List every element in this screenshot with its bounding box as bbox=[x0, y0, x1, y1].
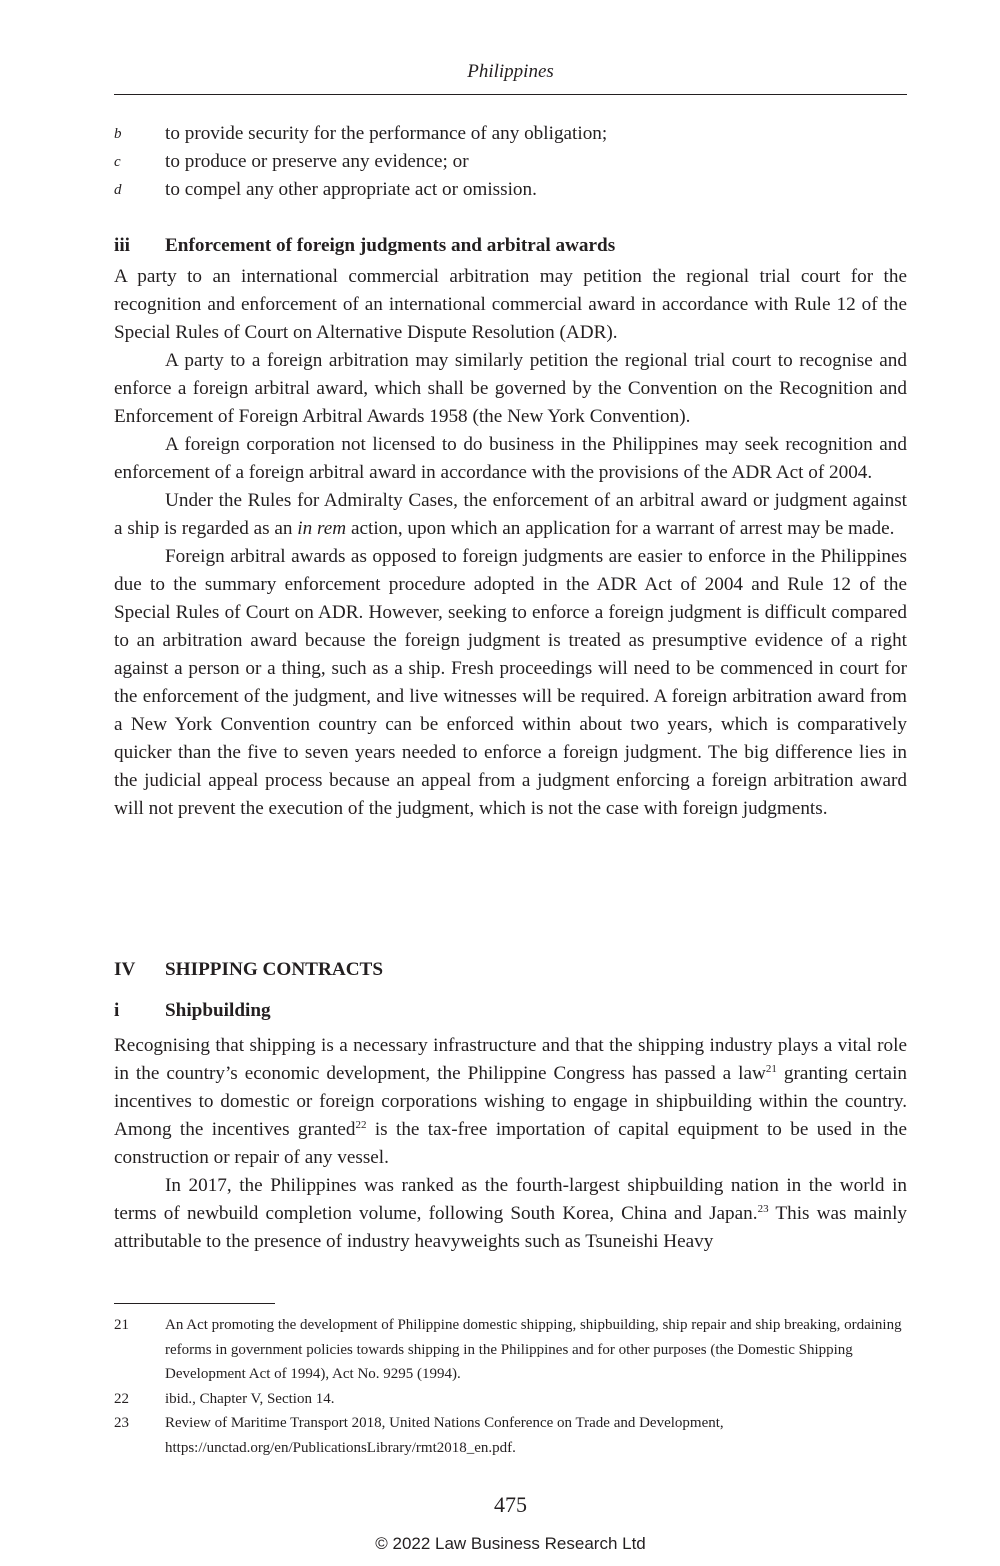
list-item-text: to compel any other appropriate act or omission. bbox=[165, 179, 537, 200]
footnote-separator bbox=[114, 1303, 275, 1304]
footnote-text: Review of Maritime Transport 2018, United Nations Conference on Trade and Development, https://unctad.org/en/PublicationsLibrary/rmt2018_en.pdf. bbox=[165, 1415, 724, 1456]
section-iv-heading bbox=[114, 956, 907, 984]
paragraph-text: action, upon which an application for a warrant of arrest may be made. bbox=[346, 518, 895, 539]
running-header: Philippines bbox=[467, 61, 554, 82]
list-item bbox=[114, 120, 907, 148]
footnote-number: 23 bbox=[114, 1415, 129, 1431]
subsection-shipbuilding bbox=[114, 997, 907, 1256]
list-item-label: d bbox=[114, 182, 122, 198]
section-iii bbox=[114, 232, 907, 823]
footnote bbox=[114, 1313, 907, 1387]
section-title: SHIPPING CONTRACTS bbox=[165, 959, 384, 980]
obligation-list bbox=[114, 120, 907, 204]
paragraph: A party to an international commercial arbitration may petition the regional trial court for the recognition and enforcement of an international commercial award in accordance with Rule 12 of the Special Rules of Court on Alternative Dispute Resolution (ADR). bbox=[114, 266, 907, 343]
paragraph-text: granting certain incentives to domestic or foreign corporations wishing to engage in shipbuilding within the country. Among the incentives granted bbox=[114, 1063, 907, 1140]
section-number: iii bbox=[114, 235, 130, 256]
list-item bbox=[114, 148, 907, 176]
footnote-ref[interactable]: 23 bbox=[757, 1203, 769, 1215]
paragraph bbox=[114, 1032, 907, 1172]
section-title: Enforcement of foreign judgments and arbitral awards bbox=[165, 235, 616, 256]
footnote bbox=[114, 1387, 907, 1412]
paragraph bbox=[114, 1172, 907, 1256]
list-item-text: to produce or preserve any evidence; or bbox=[165, 151, 469, 172]
section-heading bbox=[114, 956, 907, 984]
paragraph-text: In 2017, the Philippines was ranked as the fourth-largest shipbuilding nation in the world in terms of newbuild completion volume, following South Korea, China and Japan. bbox=[114, 1175, 907, 1224]
footnote-ref[interactable]: 22 bbox=[355, 1119, 367, 1131]
subsection-title: Shipbuilding bbox=[165, 1000, 271, 1021]
copyright-notice: © 2022 Law Business Research Ltd bbox=[375, 1534, 646, 1553]
subsection-heading bbox=[114, 997, 907, 1025]
footnote-number: 21 bbox=[114, 1317, 129, 1333]
list-item-label: c bbox=[114, 154, 121, 170]
header-rule bbox=[114, 94, 907, 95]
footnote-text: An Act promoting the development of Philippine domestic shipping, shipbuilding, ship repair and ship breaking, ordaining reforms in government policies towards shipping in the Philippines and for other purposes (the Domestic Shipping Development Act of 1994), Act No. 9295 (1994). bbox=[165, 1317, 902, 1382]
paragraph-text: Under the Rules for Admiralty Cases, the enforcement of an arbitral award or judgment against a ship is regarded as an bbox=[114, 490, 907, 539]
paragraph-text: This was mainly attributable to the presence of industry heavyweights such as Tsuneishi Heavy bbox=[114, 1203, 907, 1252]
footnotes bbox=[114, 1313, 907, 1460]
footnote bbox=[114, 1411, 907, 1460]
paragraph: A foreign corporation not licensed to do business in the Philippines may seek recognition and enforcement of a foreign arbitral award in accordance with the provisions of the ADR Act of 2004. bbox=[114, 434, 907, 483]
paragraph-text: Recognising that shipping is a necessary infrastructure and that the shipping industry plays a vital role in the country’s economic development, the Philippine Congress has passed a law bbox=[114, 1035, 907, 1084]
paragraph-text: is the tax-free importation of capital equipment to be used in the construction or repair of any vessel. bbox=[114, 1119, 907, 1168]
paragraph: A party to a foreign arbitration may similarly petition the regional trial court to recognise and enforce a foreign arbitral award, which shall be governed by the Convention on the Recognition and Enforcement of Foreign Arbitral Awards 1958 (the New York Convention). bbox=[114, 350, 907, 427]
footnote-number: 22 bbox=[114, 1390, 129, 1407]
page-number: 475 bbox=[494, 1492, 527, 1517]
paragraph: Foreign arbitral awards as opposed to foreign judgments are easier to enforce in the Philippines due to the summary enforcement procedure adopted in the ADR Act of 2004 and Rule 12 of the Special Rules of Court on ADR. However, seeking to enforce a foreign judgment is difficult compared to an arbitration award because the foreign judgment is treated as presumptive evidence of a right against a person or a thing, such as a ship. Fresh proceedings will need to be commenced in court for the enforcement of the judgment, and live witnesses will be required. A foreign arbitration award from a New York Convention country can be enforced within about two years, which is comparatively quicker than the five to seven years needed to enforce a foreign judgment. The big difference lies in the judicial appeal process because an appeal from a judgment enforcing a foreign arbitration award will not prevent the execution of the judgment, which is not the case with foreign judgments. bbox=[114, 546, 907, 819]
section-heading bbox=[114, 232, 907, 260]
list-item-label: b bbox=[114, 126, 122, 142]
list-item-text: to provide security for the performance of any obligation; bbox=[165, 123, 608, 144]
paragraph bbox=[114, 487, 907, 543]
footnote-ref[interactable]: 21 bbox=[765, 1063, 777, 1075]
subsection-number: i bbox=[114, 1000, 120, 1021]
footnote-text: ibid., Chapter V, Section 14. bbox=[165, 1390, 335, 1407]
section-number: IV bbox=[114, 959, 136, 980]
latin-term: in rem bbox=[297, 518, 347, 539]
list-item bbox=[114, 176, 907, 204]
